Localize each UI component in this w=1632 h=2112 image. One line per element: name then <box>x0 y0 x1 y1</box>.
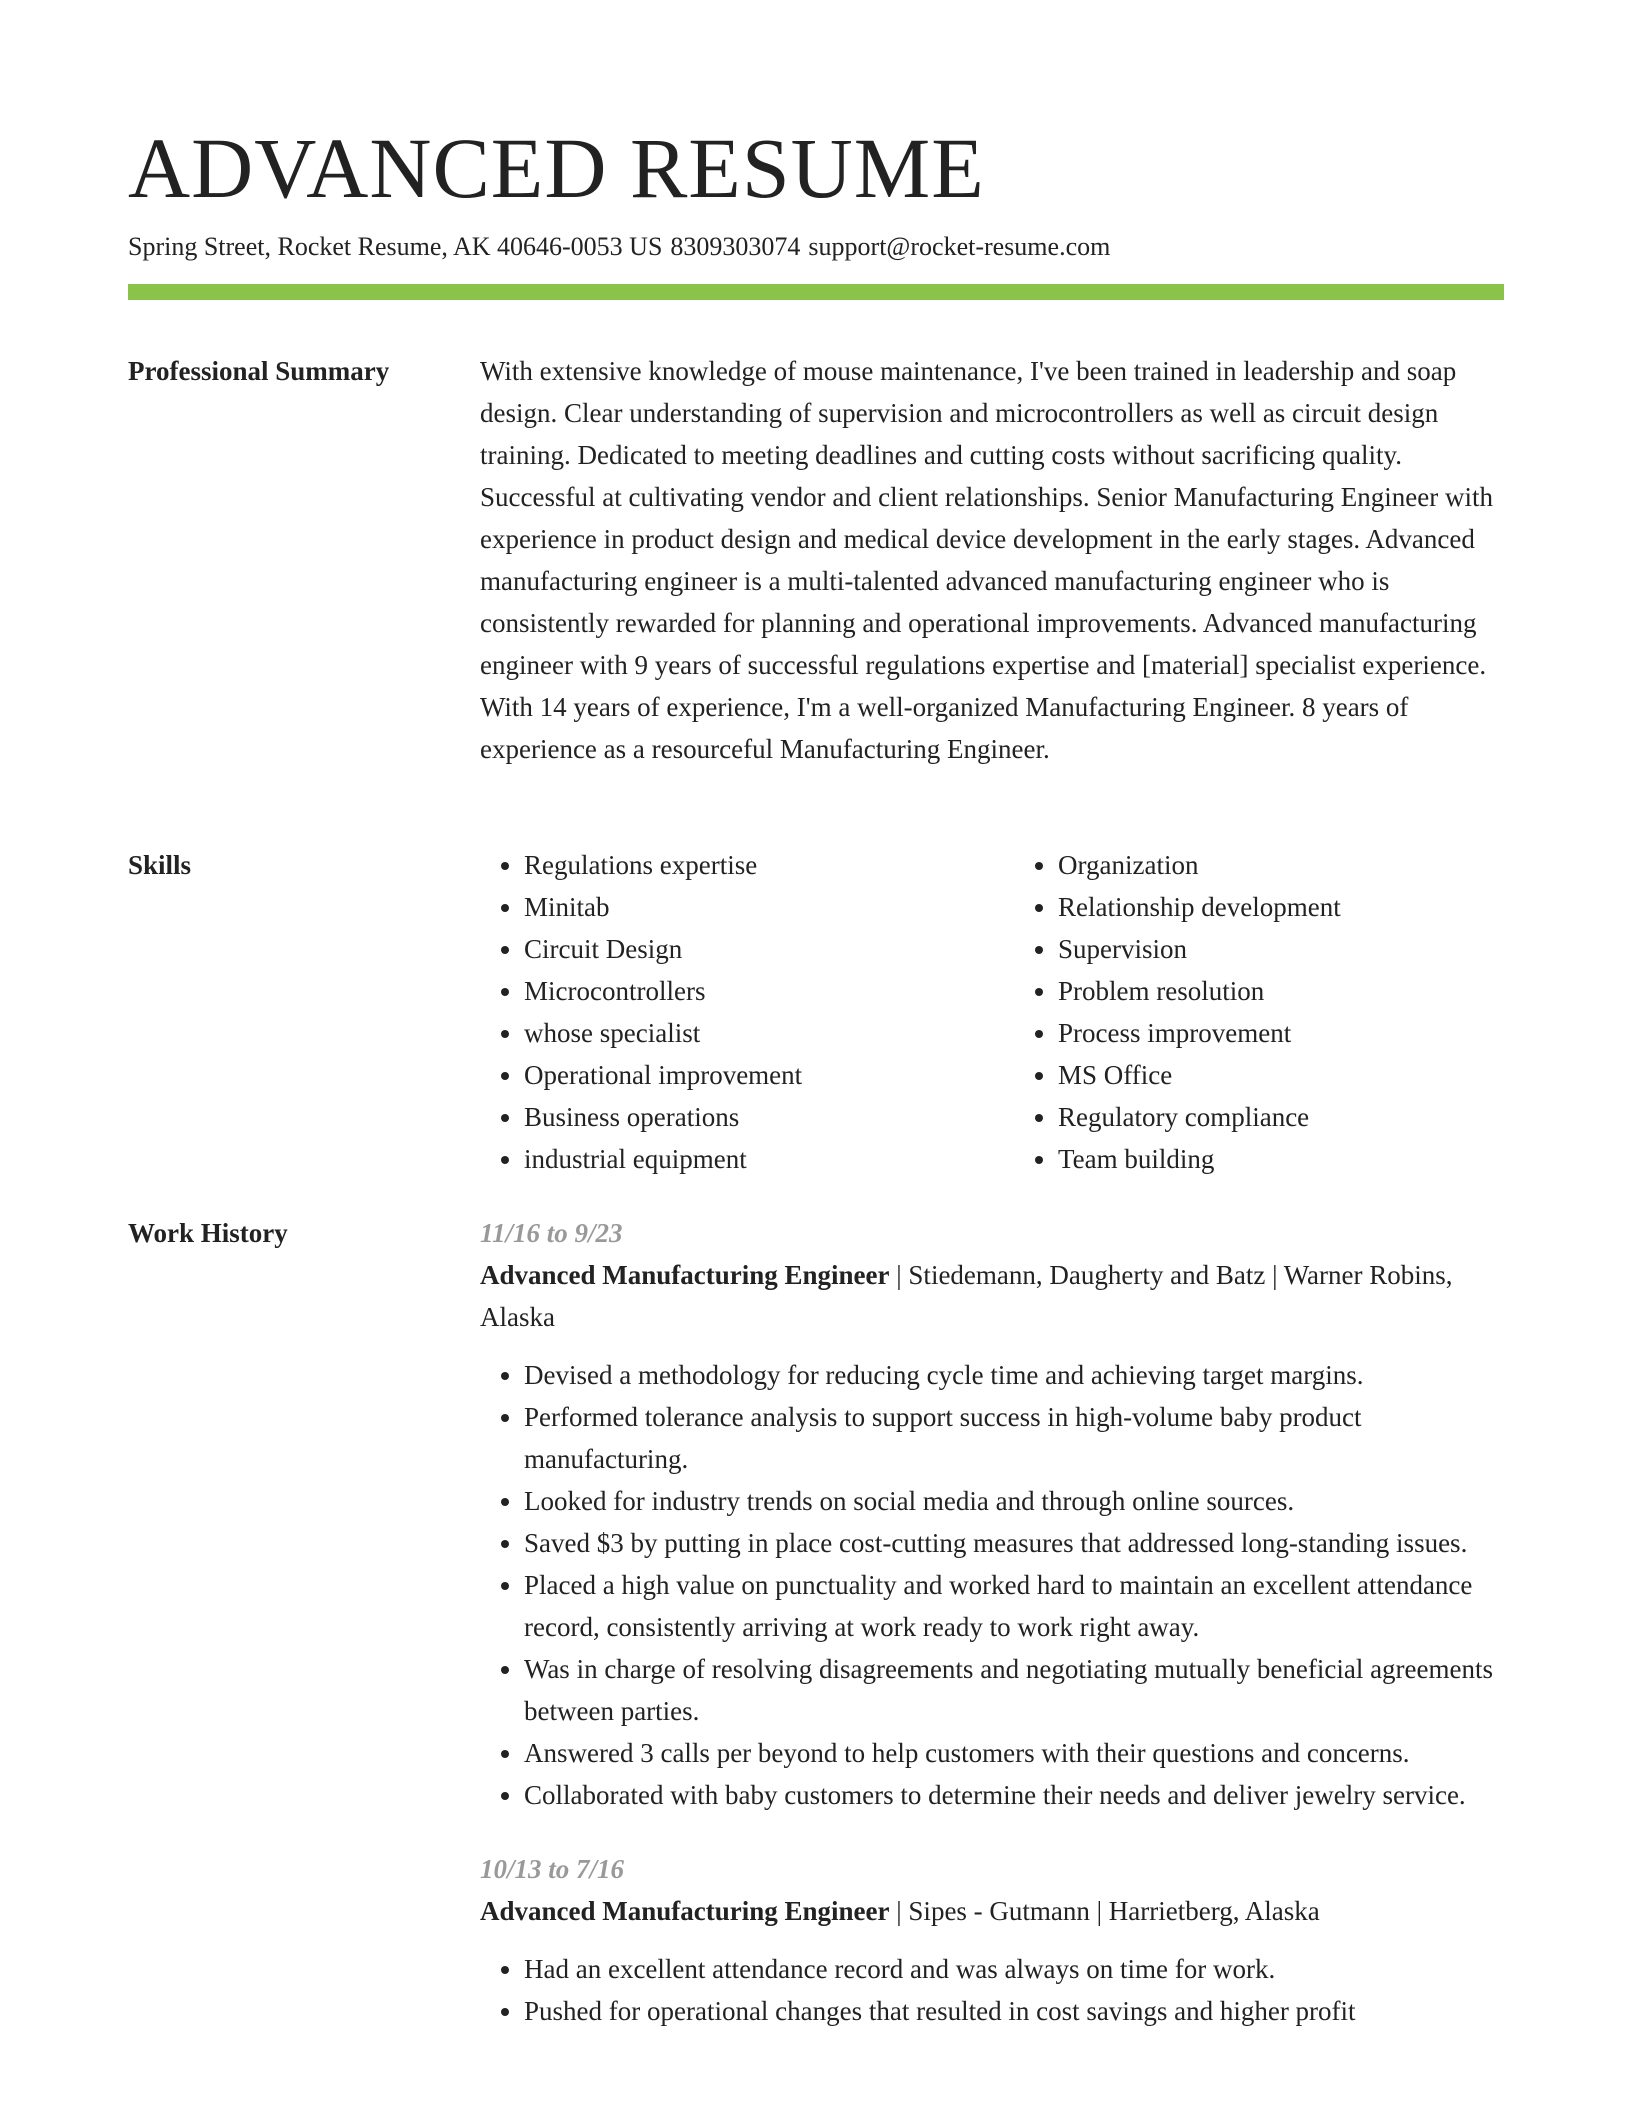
job-details: | Sipes - Gutmann | Harrietberg, Alaska <box>896 1896 1320 1926</box>
job-bullet: • Answered 3 calls per beyond to help customers with their questions and concerns. <box>524 1732 1504 1774</box>
job-dates: 11/16 to 9/23 <box>480 1218 623 1248</box>
contact-email: support@rocket-resume.com <box>808 232 1111 261</box>
header-accent-rule <box>128 284 1504 300</box>
skill-item: • Operational improvement <box>524 1054 970 1096</box>
skill-item: • Microcontrollers <box>524 970 970 1012</box>
skill-item: • Supervision <box>1058 928 1504 970</box>
skill-item: • Minitab <box>524 886 970 928</box>
resume-header <box>128 118 1504 300</box>
skill-item: • Problem resolution <box>1058 970 1504 1012</box>
skill-item: • Organization <box>1058 844 1504 886</box>
work-history-body <box>480 1212 1504 2032</box>
skill-item: • Process improvement <box>1058 1012 1504 1054</box>
job-bullets <box>480 1948 1504 2032</box>
job-entry <box>480 1212 1504 1816</box>
job-dates: 10/13 to 7/16 <box>480 1854 625 1884</box>
job-bullet: • Pushed for operational changes that resulted in cost savings and higher profit <box>524 1990 1504 2032</box>
skill-item: • Regulatory compliance <box>1058 1096 1504 1138</box>
candidate-name: ADVANCED RESUME <box>128 120 985 216</box>
summary-text: With extensive knowledge of mouse maintenance, I've been trained in leadership and soap design. Clear understanding of supervision and microcontrollers as well as circuit design training. Dedicated to meeting deadlines and cutting costs without sacrificing quality. Successful at cultivating vendor and client relationships. Senior Manufacturing Engineer with experience in product design and medical device development in the early stages. Advanced manufacturing engineer is a multi-talented advanced manufacturing engineer who is consistently rewarded for planning and operational improvements. Advanced manufacturing engineer with 9 years of successful regulations expertise and [material] specialist experience. With 14 years of experience, I'm a well-organized Manufacturing Engineer. 8 years of experience as a resourceful Manufacturing Engineer. <box>480 356 1493 764</box>
skills-title: Skills <box>128 850 192 880</box>
skill-item: • industrial equipment <box>524 1138 970 1180</box>
skill-item: • Team building <box>1058 1138 1504 1180</box>
work-history-section <box>128 1212 1504 2112</box>
job-bullet: • Placed a high value on punctuality and worked hard to maintain an excellent attendance record, consistently arriving at work ready to work right away. <box>524 1564 1504 1648</box>
job-heading <box>480 1890 1504 1932</box>
job-bullets <box>480 1354 1504 1816</box>
skill-item: • Circuit Design <box>524 928 970 970</box>
contact-phone: 8309303074 <box>670 232 801 261</box>
job-bullet: • Was in charge of resolving disagreements and negotiating mutually beneficial agreements between parties. <box>524 1648 1504 1732</box>
job-title: Advanced Manufacturing Engineer <box>480 1260 890 1290</box>
work-history-title: Work History <box>128 1218 288 1248</box>
skills-list-right <box>1014 844 1504 1180</box>
summary-section <box>128 350 1504 810</box>
skills-list-left <box>480 844 970 1180</box>
skill-item: • Business operations <box>524 1096 970 1138</box>
skills-body <box>480 844 1504 1180</box>
job-bullet: • Devised a methodology for reducing cycle time and achieving target margins. <box>524 1354 1504 1396</box>
contact-address: Spring Street, Rocket Resume, AK 40646-0053 US <box>128 232 663 261</box>
job-bullet: • Saved $3 by putting in place cost-cutting measures that addressed long-standing issues. <box>524 1522 1504 1564</box>
summary-title: Professional Summary <box>128 356 390 386</box>
skill-item: • Regulations expertise <box>524 844 970 886</box>
skill-item: • Relationship development <box>1058 886 1504 928</box>
job-bullet: • Performed tolerance analysis to support success in high-volume baby product manufacturing. <box>524 1396 1504 1480</box>
skill-item: • whose specialist <box>524 1012 970 1054</box>
job-details: | Stiedemann, Daugherty and Batz | Warner Robins, Alaska <box>480 1260 1453 1332</box>
skills-section <box>128 844 1504 1184</box>
job-bullet: • Collaborated with baby customers to determine their needs and deliver jewelry service. <box>524 1774 1504 1816</box>
job-heading <box>480 1254 1504 1338</box>
summary-body <box>480 350 1504 770</box>
job-bullet: • Looked for industry trends on social media and through online sources. <box>524 1480 1504 1522</box>
job-entry <box>480 1848 1504 2032</box>
job-bullet: • Had an excellent attendance record and was always on time for work. <box>524 1948 1504 1990</box>
skill-item: • MS Office <box>1058 1054 1504 1096</box>
contact-line <box>128 230 1504 264</box>
job-title: Advanced Manufacturing Engineer <box>480 1896 890 1926</box>
